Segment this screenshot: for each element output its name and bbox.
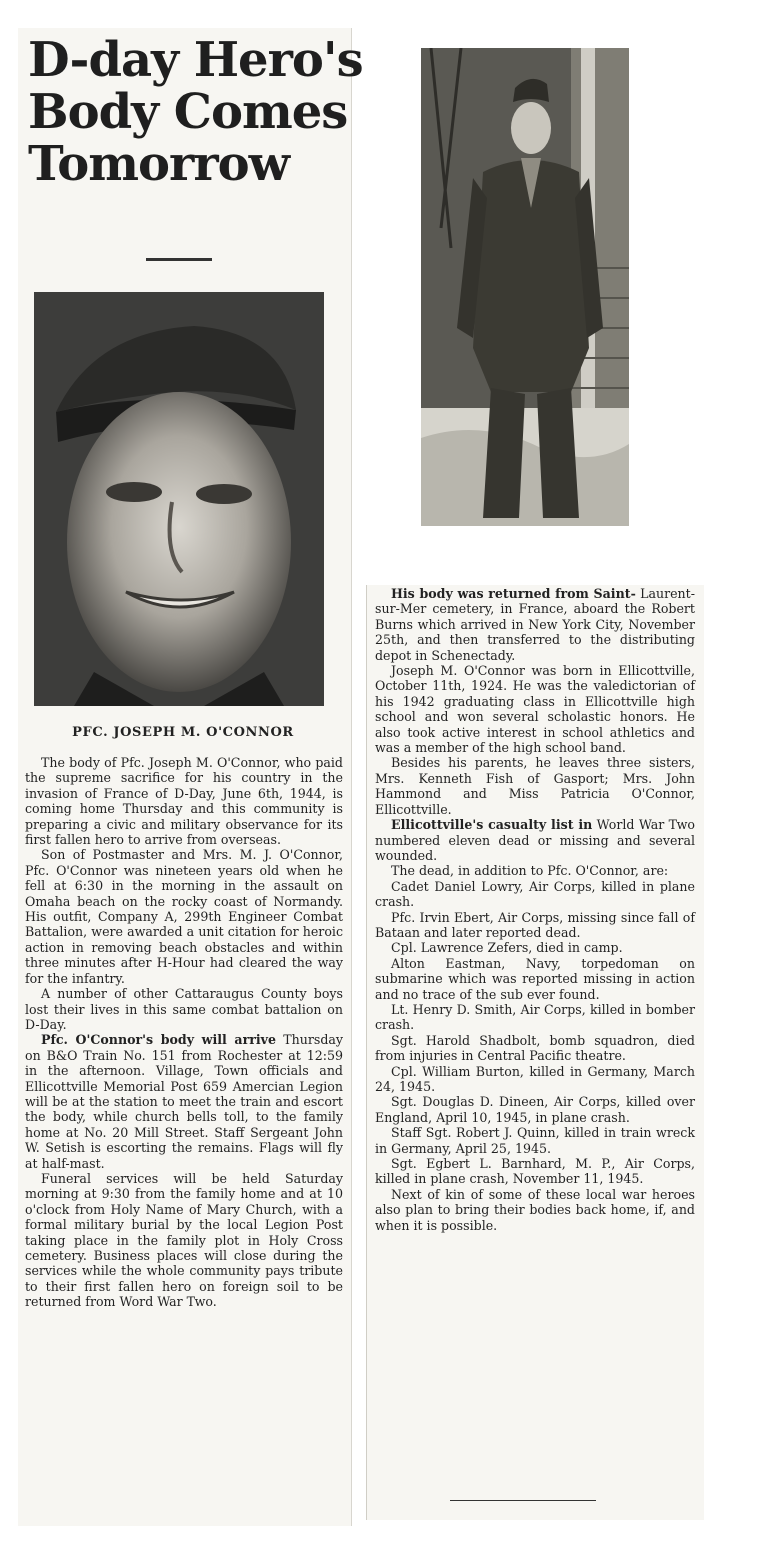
left-paragraph-5: Funeral services will be held Saturday morning at 9:30 from the family home and at 10 o'clock from Holy Name of Mary Church, with a formal military burial by the local Legion Post taking place in the family plot in Holy Cross cemetery. Business places will close during the services while the whole community pays tribute to their first fallen hero on foreign soil to be returned from Word War Two. bbox=[25, 1170, 343, 1310]
right-paragraph-3: Besides his parents, he leaves three sisters, Mrs. Kenneth Fish of Gasport; Mrs. John Hammond and Miss Patricia O'Connor, Ellicottville. bbox=[375, 755, 695, 817]
left-article-body bbox=[25, 755, 343, 1310]
right-newspaper-clipping bbox=[366, 585, 704, 1520]
right-paragraph-15: Sgt. Egbert L. Barnhard, M. P., Air Corps, killed in plane crash, November 11, 1945. bbox=[375, 1156, 695, 1187]
closing-underline bbox=[450, 1500, 596, 1501]
left-newspaper-clipping bbox=[18, 28, 363, 1526]
faint-cutoff-text-top bbox=[376, 552, 706, 566]
headline-line-3: Tomorrow bbox=[28, 136, 289, 192]
standing-soldier-photo bbox=[421, 48, 629, 526]
faint-cutoff-text-bottom bbox=[396, 1513, 676, 1525]
left-paragraph-1: The body of Pfc. Joseph M. O'Connor, who paid the supreme sacrifice for his country in the invasion of France of D-Day, June 6th, 1944, is coming home Thursday and this community is preparing a civic and military observance for its first fallen hero to arrive from overseas. bbox=[25, 755, 343, 848]
right-paragraph-1: His body was returned from Saint- Laurent-sur-Mer cemetery, in France, aboard the Robert Burns which arrived in New York City, November 25th, and then transferred to the distributing depot in Schenectady. bbox=[375, 586, 695, 663]
headline-line-1: D-day Hero's bbox=[28, 32, 363, 88]
right-paragraph-16: Next of kin of some of these local war heroes also plan to bring their bodies back home, if, and when it is possible. bbox=[375, 1186, 695, 1233]
right-paragraph-7: Pfc. Irvin Ebert, Air Corps, missing since fall of Bataan and later reported dead. bbox=[375, 909, 695, 940]
left-paragraph-3: A number of other Cattaraugus County boys lost their lives in this same combat battalion on D-Day. bbox=[25, 986, 343, 1032]
left-paragraph-2: Son of Postmaster and Mrs. M. J. O'Connor, Pfc. O'Connor was nineteen years old when he fell at 6:30 in the morning in the assault on Omaha beach on the rocky coast of Normandy. His outfit, Company A, 299th Engineer Combat Battalion, were awarded a unit citation for heroic action in removing beach obstacles and within three minutes after H-Hour had cleared the way for the infantry. bbox=[25, 847, 343, 986]
right-paragraph-11: Sgt. Harold Shadbolt, bomb squadron, died from injuries in Central Pacific theatre. bbox=[375, 1032, 695, 1064]
right-paragraph-6: Cadet Daniel Lowry, Air Corps, killed in plane crash. bbox=[375, 878, 695, 910]
right-paragraph-14: Staff Sgt. Robert J. Quinn, killed in train wreck in Germany, April 25, 1945. bbox=[375, 1125, 695, 1156]
right-paragraph-13: Sgt. Douglas D. Dineen, Air Corps, killed over England, April 10, 1945, in plane crash. bbox=[375, 1094, 695, 1125]
photo-caption: PFC. JOSEPH M. O'CONNOR bbox=[72, 725, 294, 740]
right-paragraph-2: Joseph M. O'Connor was born in Ellicottville, October 11th, 1924. He was the valedictorian of his 1942 graduating class in Ellicottville high school and won several scholastic honors. He also took active interest in school athletics and was a member of the high school band. bbox=[375, 663, 695, 756]
portrait-photo bbox=[34, 292, 324, 706]
headline-line-2: Body Comes bbox=[28, 84, 348, 140]
headline bbox=[28, 32, 363, 192]
left-paragraph-4: Pfc. O'Connor's body will arrive Thursday on B&O Train No. 151 from Rochester at 12:59 in the afternoon. Village, Town officials and Ellicottville Memorial Post 659 Amercian Legion will be at the station to meet the train and escort the body, while church bells toll, to the family home at No. 20 Mill Street. Staff Sergeant John W. Setish is escorting the remains. Flags will fly at half-mast. bbox=[25, 1032, 343, 1171]
right-paragraph-4: Ellicottville's casualty list in World War Two numbered eleven dead or missing and several wounded. bbox=[375, 817, 695, 863]
right-paragraph-9: Alton Eastman, Navy, torpedoman on submarine which was reported missing in action and no trace of the sub ever found. bbox=[375, 955, 695, 1002]
right-paragraph-10: Lt. Henry D. Smith, Air Corps, killed in bomber crash. bbox=[375, 1001, 695, 1033]
right-paragraph-12: Cpl. William Burton, killed in Germany, March 24, 1945. bbox=[375, 1063, 695, 1094]
headline-rule bbox=[146, 258, 212, 261]
right-paragraph-5: The dead, in addition to Pfc. O'Connor, are: bbox=[391, 863, 669, 879]
right-article-body bbox=[375, 586, 695, 1233]
right-paragraph-8: Cpl. Lawrence Zefers, died in camp. bbox=[391, 940, 623, 956]
